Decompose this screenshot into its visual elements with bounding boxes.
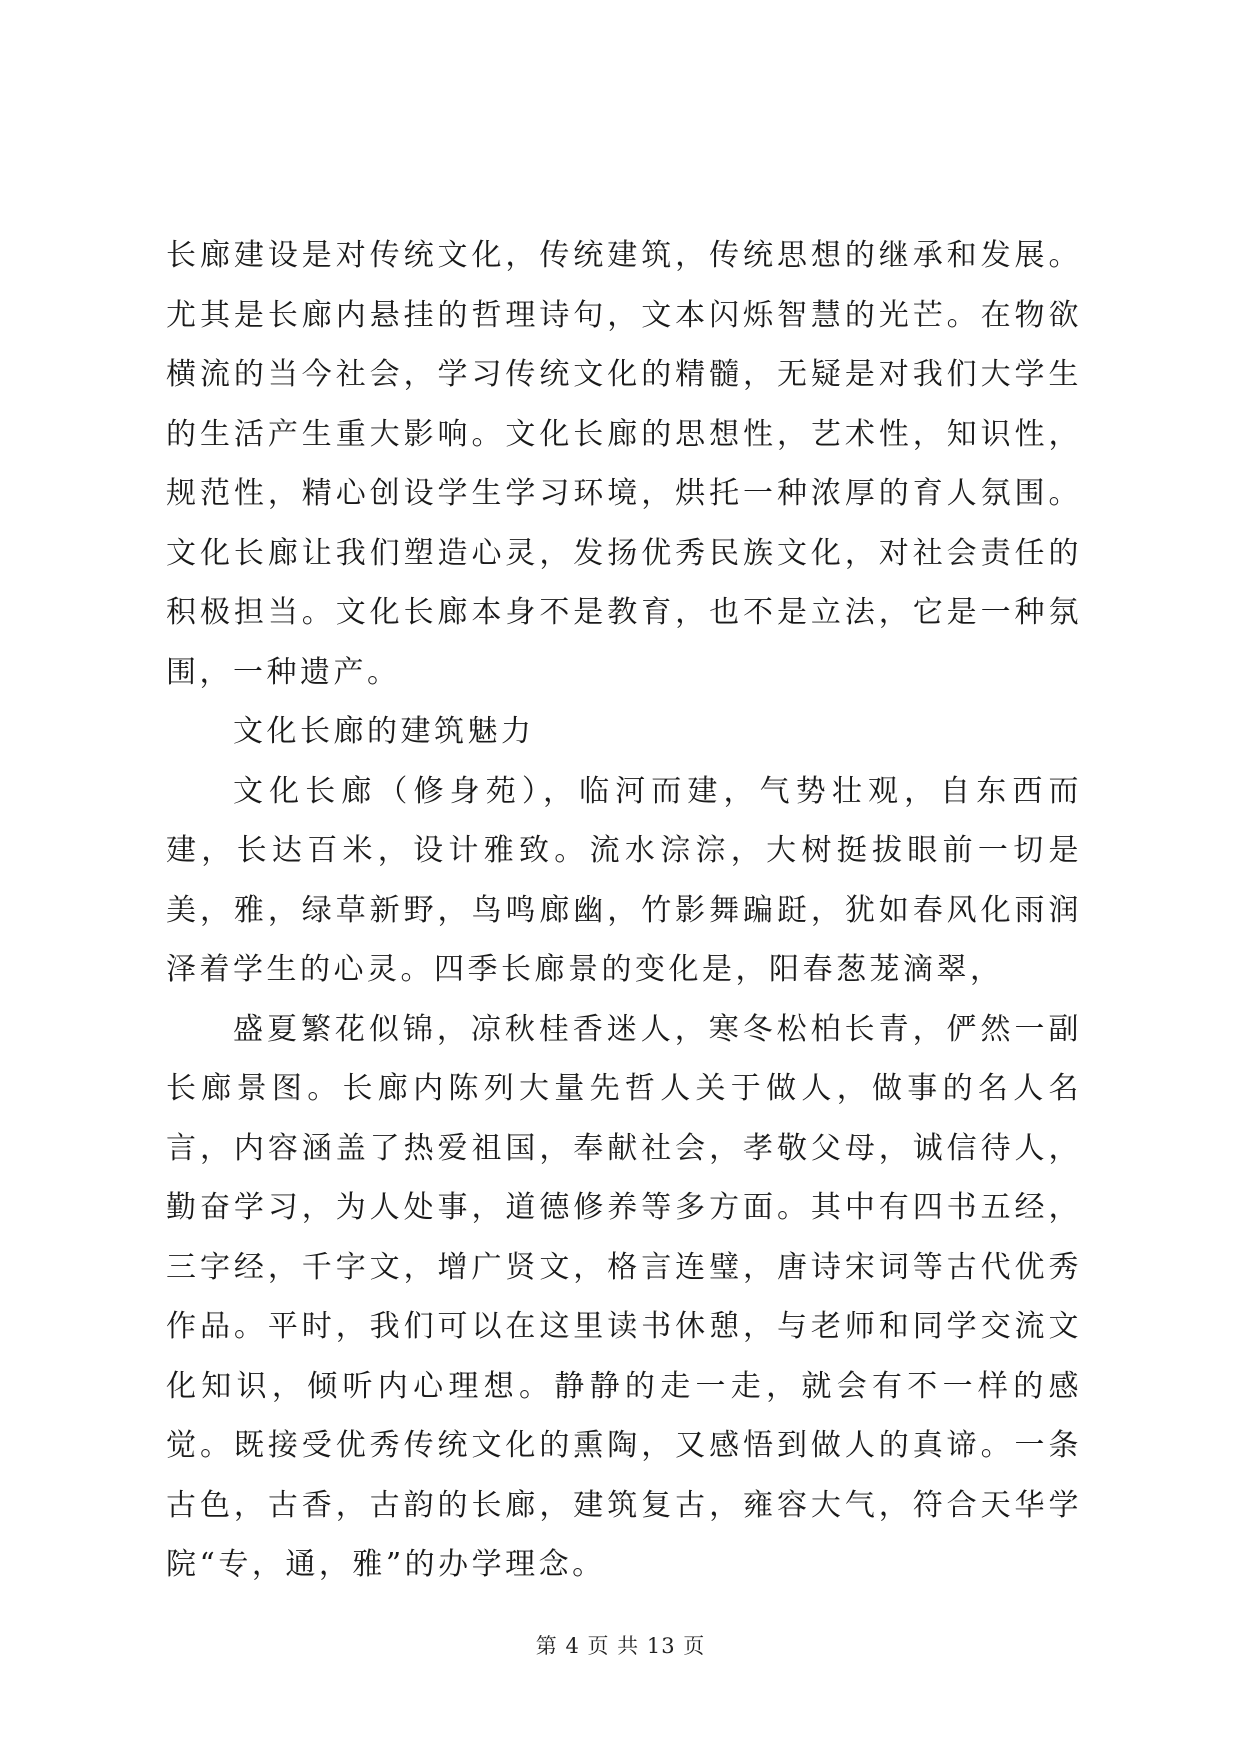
paragraph-seasons: 盛夏繁花似锦，凉秋桂香迷人，寒冬松柏长青，俨然一副长廊景图。长廊内陈列大量先哲人关于做人，做事的名人名言，内容涵盖了热爱祖国，奉献社会，孝敬父母，诚信待人，勤奋学习，为人处事，道德修养等多方面。其中有四书五经，三字经，千字文，增广贤文，格言连璧，唐诗宋词等古代优秀作品。平时，我们可以在这里读书休憩，与老师和同学交流文化知识，倾听内心理想。静静的走一走，就会有不一样的感觉。既接受优秀传统文化的熏陶，又感悟到做人的真谛。一条古色，古香，古韵的长廊，建筑复古，雍容大气，符合天华学院“专，通，雅”的办学理念。: [166, 1011, 1082, 1582]
page-number-footer: 第 4 页 共 13 页: [535, 1634, 706, 1658]
section-heading: 文化长廊的建筑魅力: [233, 714, 535, 749]
paragraph-intro: 长廊建设是对传统文化，传统建筑，传统思想的继承和发展。尤其是长廊内悬挂的哲理诗句，文本闪烁智慧的光芒。在物欲横流的当今社会，学习传统文化的精髓，无疑是对我们大学生的生活产生重大影响。文化长廊的思想性，艺术性，知识性，规范性，精心创设学生学习环境，烘托一种浓厚的育人氛围。文化长廊让我们塑造心灵，发扬优秀民族文化，对社会责任的积极担当。文化长廊本身不是教育，也不是立法，它是一种氛围，一种遗产。: [166, 238, 1082, 690]
document-body: [166, 226, 1082, 1595]
paragraph-architecture: 文化长廊（修身苑），临河而建，气势壮观，自东西而建，长达百米，设计雅致。流水淙淙，大树挺拔眼前一切是美，雅，绿草新野，鸟鸣廊幽，竹影舞蹁跹，犹如春风化雨润泽着学生的心灵。四季长廊景的变化是，阳春葱茏滴翠，: [166, 773, 1082, 987]
